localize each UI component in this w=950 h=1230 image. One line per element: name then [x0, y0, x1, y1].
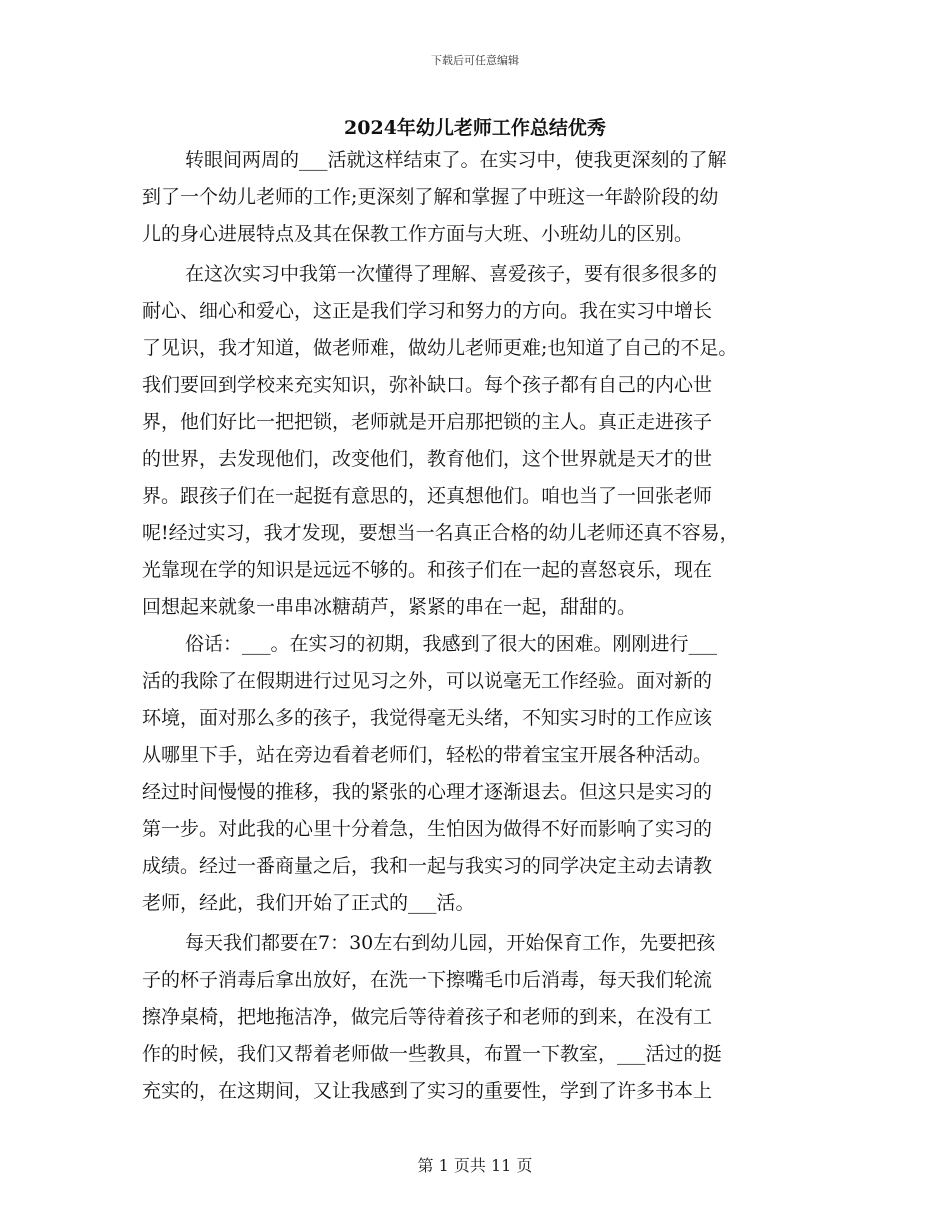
paragraph-line: 了见识，我才知道，做老师难，做幼儿老师更难;也知道了自己的不足。 — [142, 337, 738, 359]
paragraph-line: 擦净桌椅，把地拖洁净，做完后等待着孩子和老师的到来，在没有工 — [142, 1006, 713, 1028]
paragraph-line: 每天我们都要在7：30左右到幼儿园，开始保育工作，先要把孩 — [185, 932, 716, 954]
paragraph-line: 老师，经此，我们开始了正式的___活。 — [142, 892, 475, 914]
paragraph-line: 充实的，在这期间，又让我感到了实习的重要性，学到了许多书本上 — [142, 1080, 713, 1102]
paragraph-line: 呢!经过实习，我才发现，要想当一名真正合格的幼儿老师还真不容易， — [142, 522, 739, 544]
paragraph-line: 经过时间慢慢的推移，我的紧张的心理才逐渐退去。但这只是实习的 — [142, 781, 713, 803]
paragraph-line: 转眼间两周的___活就这样结束了。在实习中，使我更深刻的了解 — [185, 149, 727, 171]
paragraph-line: 到了一个幼儿老师的工作;更深刻了解和掌握了中班这一年龄阶段的幼 — [142, 186, 719, 208]
paragraph-line: 我们要回到学校来充实知识，弥补缺口。每个孩子都有自己的内心世 — [142, 374, 713, 396]
page-header-note: 下载后可任意编辑 — [431, 54, 519, 67]
paragraph-line: 的世界，去发现他们，改变他们，教育他们，这个世界就是天才的世 — [142, 448, 713, 470]
paragraph-line: 活的我除了在假期进行过见习之外，可以说毫无工作经验。面对新的 — [142, 670, 713, 692]
page-number: 第 1 页共 11 页 — [417, 1156, 533, 1175]
paragraph-line: 回想起来就象一串串冰糖葫芦，紧紧的串在一起，甜甜的。 — [142, 596, 637, 618]
paragraph-line: 第一步。对此我的心里十分着急，生怕因为做得不好而影响了实习的 — [142, 818, 713, 840]
paragraph-line: 在这次实习中我第一次懂得了理解、喜爱孩子，要有很多很多的 — [185, 263, 718, 285]
paragraph-line: 子的杯子消毒后拿出放好，在洗一下擦嘴毛巾后消毒，每天我们轮流 — [142, 969, 713, 991]
paragraph-line: 耐心、细心和爱心，这正是我们学习和努力的方向。我在实习中增长 — [142, 300, 713, 322]
paragraph-line: 界。跟孩子们在一起挺有意思的，还真想他们。咱也当了一回张老师 — [142, 485, 713, 507]
paragraph-line: 俗话：___。在实习的初期，我感到了很大的困难。刚刚进行___ — [185, 633, 718, 655]
paragraph-line: 环境，面对那么多的孩子，我觉得毫无头绪，不知实习时的工作应该 — [142, 707, 713, 729]
paragraph-line: 从哪里下手，站在旁边看着老师们，轻松的带着宝宝开展各种活动。 — [142, 744, 713, 766]
paragraph-line: 儿的身心进展特点及其在保教工作方面与大班、小班幼儿的区别。 — [142, 223, 694, 245]
document-body — [142, 142, 822, 1110]
paragraph-line: 光靠现在学的知识是远远不够的。和孩子们在一起的喜怒哀乐，现在 — [142, 559, 713, 581]
paragraph-line: 成绩。经过一番商量之后，我和一起与我实习的同学决定主动去请教 — [142, 855, 713, 877]
document-title: 2024年幼儿老师工作总结优秀 — [344, 117, 606, 139]
paragraph-line: 界，他们好比一把把锁，老师就是开启那把锁的主人。真正走进孩子 — [142, 411, 713, 433]
paragraph-line: 作的时候，我们又帮着老师做一些教具，布置一下教室，___活过的挺 — [142, 1043, 722, 1065]
